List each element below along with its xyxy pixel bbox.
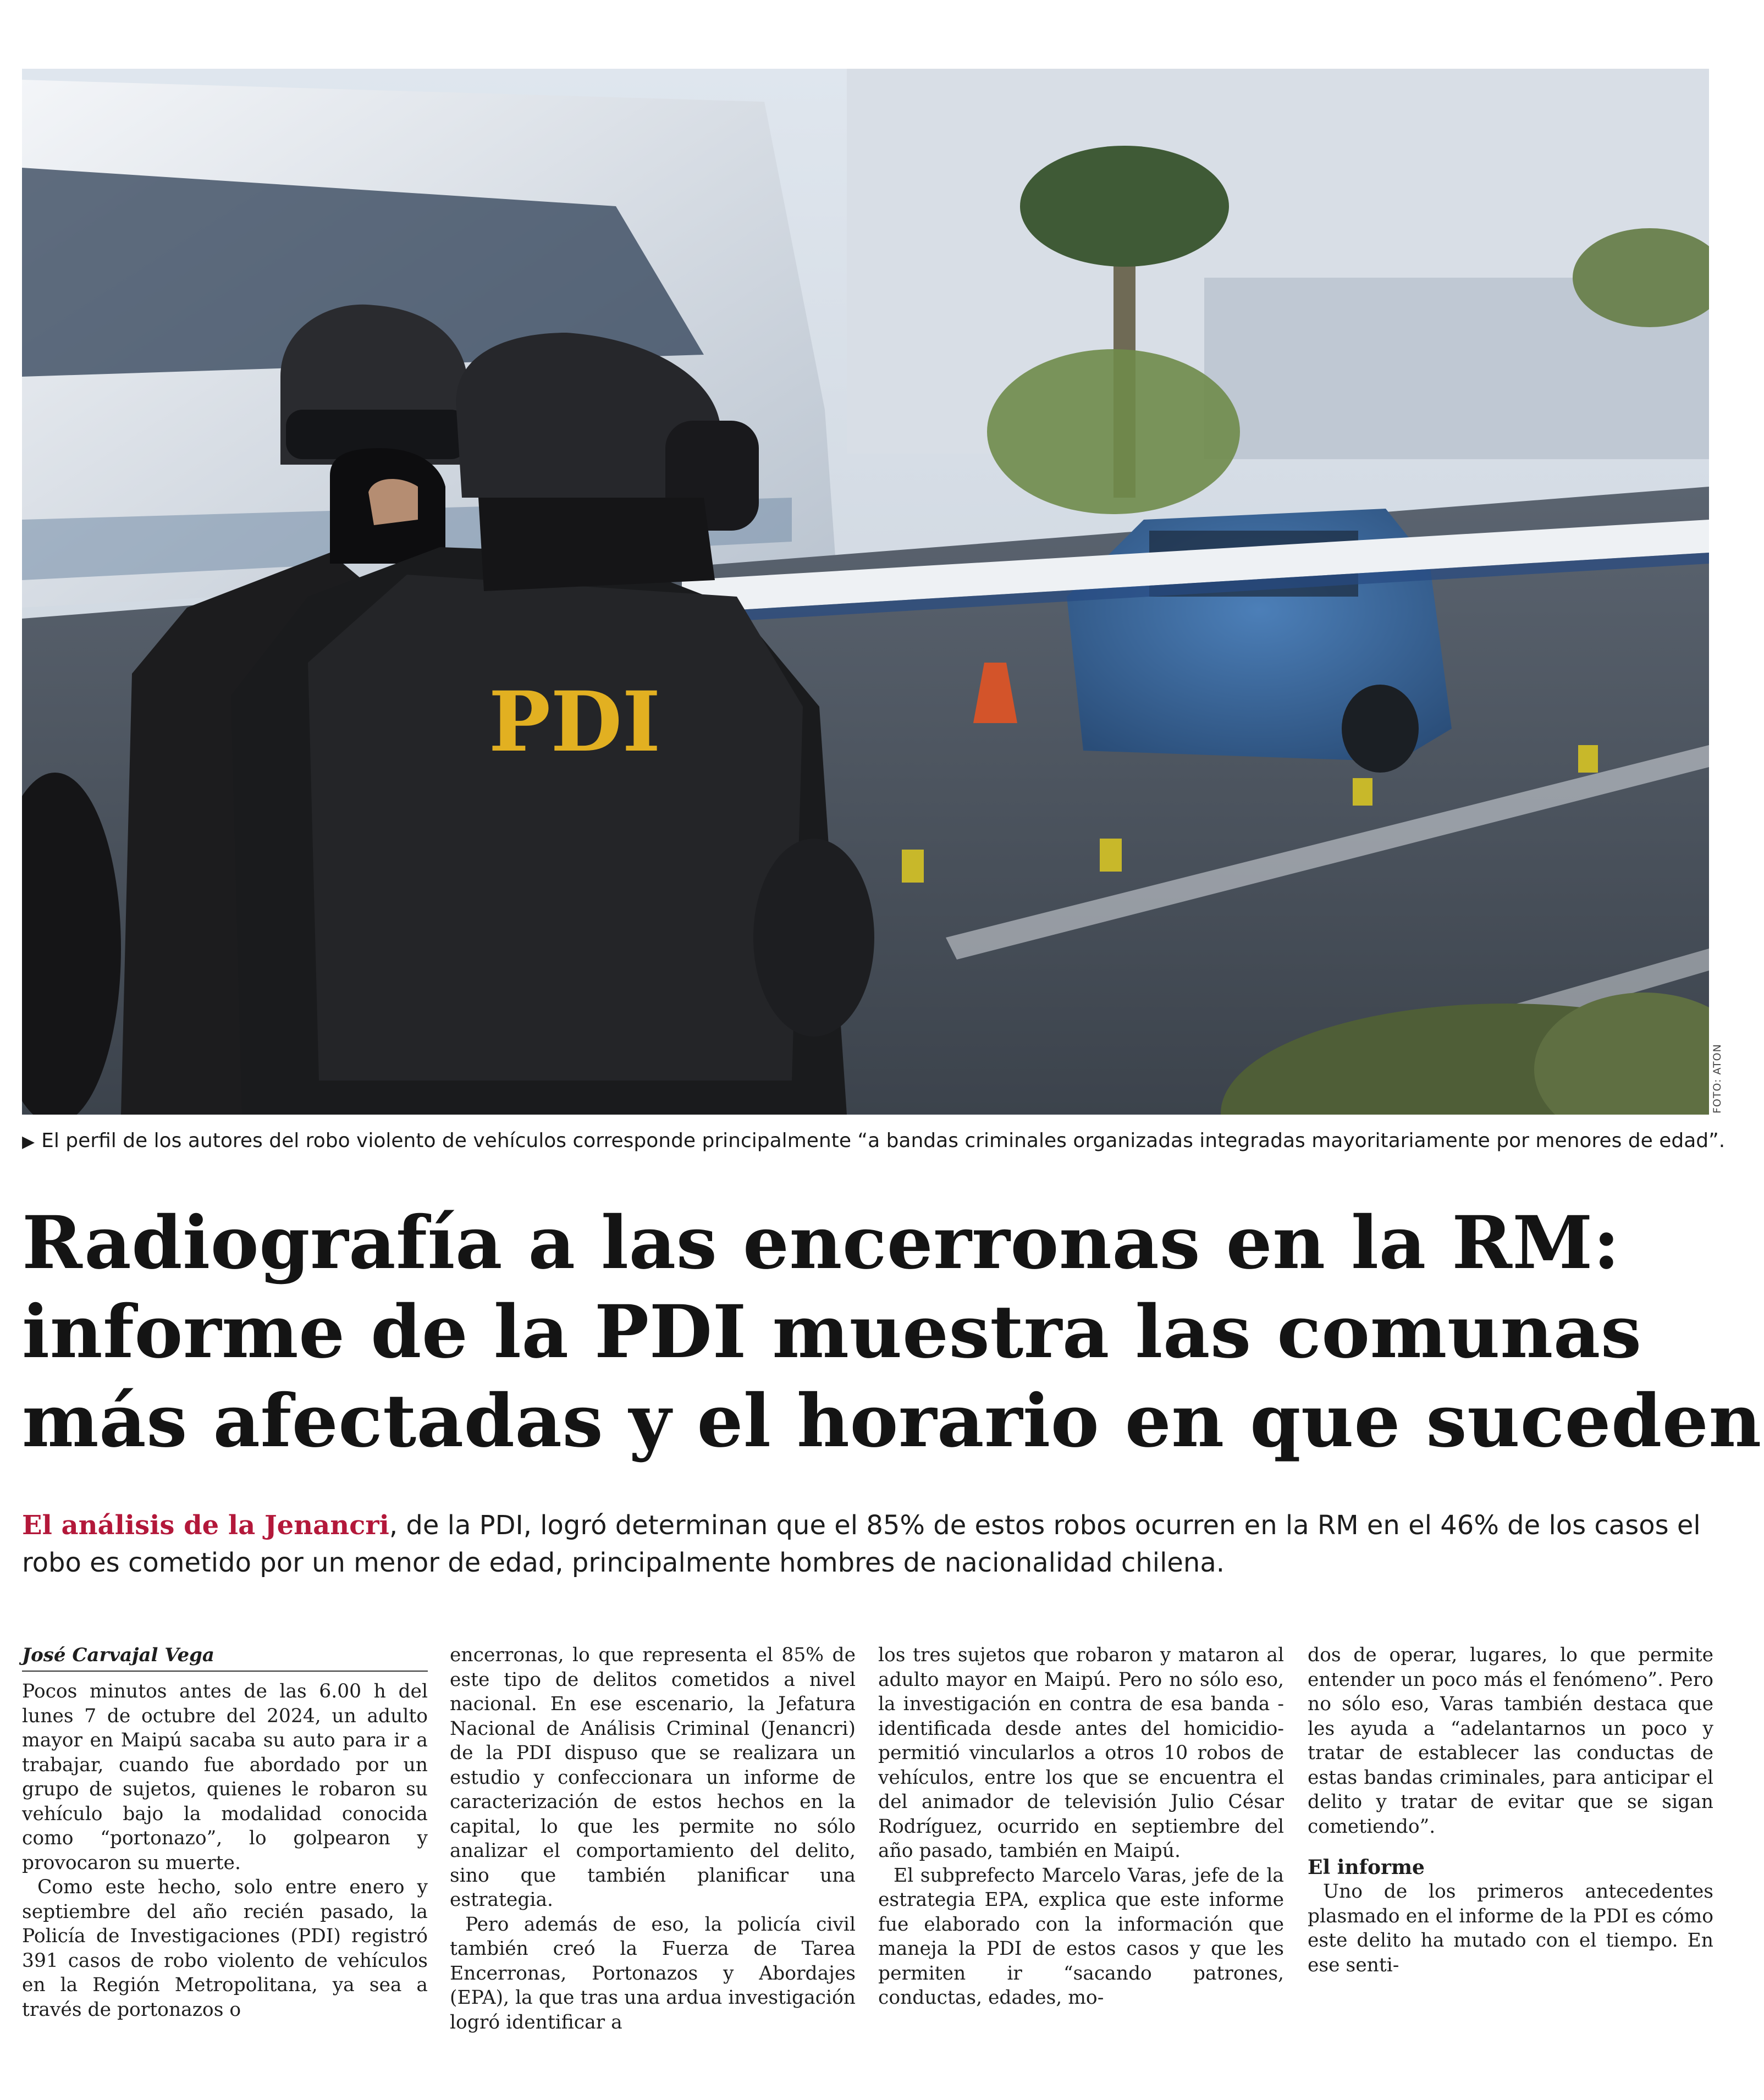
article-column-3 [878,1643,1284,2010]
body-paragraph: encerronas, lo que representa el 85% de este tipo de delitos cometidos a nivel nacional. En ese escenario, la Jefatura Nacional de Análisis Criminal (Jenancri) de la PDI dispuso que se realizara un estudio y confeccionara un informe de caracterización de estos hechos en la capital, lo que les permite no sólo analizar el comportamiento del delito, sino que también planificar una estrategia. [450,1644,856,1911]
body-paragraph: dos de operar, lugares, lo que permite entender un poco más el fenómeno”. Pero no sólo eso, Varas también destaca que les ayuda a “adelantarnos un poco y tratar de establecer las conductas de estas bandas criminales, para anticipar el delito y tratar de evitar que se sigan cometiendo”. [1308,1644,1713,1838]
photo-credit: FOTO: ATON [1711,1044,1723,1114]
caption-marker-icon: ▶ [22,1132,35,1151]
body-paragraph: El subprefecto Marcelo Varas, jefe de la estrategia EPA, explica que este informe fue elaborado con la información que maneja la PDI de estos casos y que les permiten ir “sacando patrones, conductas, edades, mo- [878,1864,1284,2009]
photo-caption [22,1127,1727,1155]
photo-illustration [22,69,1709,1115]
article-column-4 [1308,1643,1713,1977]
lead-paragraph [22,1507,1743,1581]
vest-lettering: PDI [488,674,661,770]
byline: José Carvajal Vega [22,1643,428,1672]
headline-line: informe de la PDI muestra las comunas [22,1289,1642,1375]
article-column-2 [450,1643,856,2035]
news-photo [22,69,1709,1115]
body-paragraph: Uno de los primeros antecedentes plasmado en el informe de la PDI es cómo este delito ha mutado con el tiempo. En ese senti- [1308,1881,1713,1976]
body-paragraph: Como este hecho, solo entre enero y septiembre del año recién pasado, la Policía de Investigaciones (PDI) registró 391 casos de robo violento de vehículos en la Región Metropolitana, ya sea a través de portonazos o [22,1876,428,2021]
section-subhead: El informe [1308,1856,1425,1879]
headline [22,1199,1762,1466]
article-column-1 [22,1643,428,2022]
headline-line: Radiografía a las encerronas en la RM: [22,1200,1620,1286]
lead-text: , de la PDI, logró determinan que el 85% de estos robos ocurren en la RM en el 46% de los casos el robo es cometido por un menor de edad, principalmente hombres de nacionalidad chilena. [22,1510,1701,1578]
headline-line: más afectadas y el horario en que suceden [22,1379,1762,1464]
caption-text: El perfil de los autores del robo violento de vehículos corresponde principalmente “a bandas criminales organizadas integradas mayoritariamente por menores de edad”. [41,1129,1726,1152]
body-paragraph: Pero además de eso, la policía civil también creó la Fuerza de Tarea Encerronas, Portonazos y Abordajes (EPA), la que tras una ardua investigación logró identificar a [450,1913,856,2033]
lead-kicker: El análisis de la Jenancri [22,1510,389,1541]
body-paragraph: los tres sujetos que robaron y mataron al adulto mayor en Maipú. Pero no sólo eso, la investigación en contra de esa banda -identificada desde antes del homicidio- permitió vincularlos a otros 10 robos de vehículos, entre los que se encuentra el del animador de televisión Julio César Rodríguez, ocurrido en septiembre del año pasado, también en Maipú. [878,1644,1284,1862]
body-paragraph: Pocos minutos antes de las 6.00 h del lunes 7 de octubre del 2024, un adulto mayor en Maipú sacaba su auto para ir a trabajar, cuando fue abordado por un grupo de sujetos, quienes le robaron su vehículo bajo la modalidad conocida como “portonazo”, lo golpearon y provocaron su muerte. [22,1680,428,1874]
